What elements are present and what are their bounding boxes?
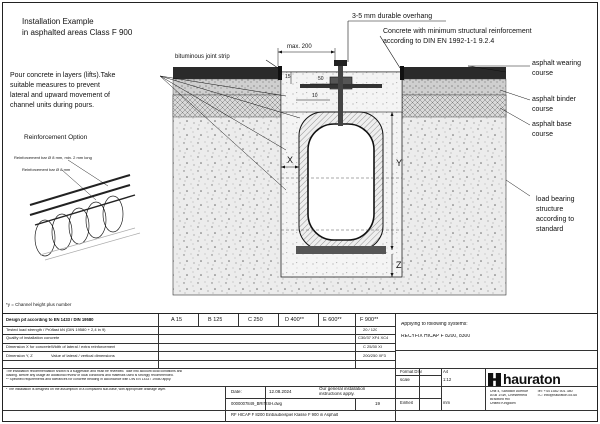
dim-50: 50: [318, 76, 324, 82]
pour-note-4: channel units during pours.: [10, 102, 95, 109]
title-block: [3, 313, 597, 422]
asphalt-binder-right: [402, 79, 506, 95]
overhang-note: 3-5 mm durable overhang: [352, 13, 433, 20]
reinforcement-note-1: Concrete with minimum structural reinforcement: [383, 28, 532, 35]
address-line-1: Unit 4, Sandlich Avenue: [490, 390, 529, 393]
asphalt-wearing-right: [402, 67, 506, 79]
file-title: RF HICAP F 8200 Einbaubeispiel Klasse F 900 in Asphalt: [231, 413, 338, 417]
asphalt-base-right: [402, 95, 506, 117]
layer-subgrade-4: standard: [536, 226, 564, 233]
class-e600: E 600**: [323, 317, 342, 323]
dim-z: Z: [396, 260, 402, 270]
channel-inner: [308, 124, 374, 240]
layer-wearing-1: asphalt wearing: [532, 60, 582, 67]
applying-label: Applying to following systems:: [401, 322, 468, 327]
row4-sublabel: Width of lateral / extra reinforcement: [51, 345, 116, 349]
scale-label: scale: [400, 378, 410, 382]
row4-value: C 25/30 XI: [363, 345, 382, 349]
row5-sublabel: Value of lateral / vertical dimensions: [51, 354, 115, 358]
layer-base-1: asphalt base: [532, 121, 572, 128]
drawing-title: Installation Example: [22, 17, 94, 26]
layer-binder-2: course: [532, 106, 554, 113]
row3-label: Quality of installation concrete: [6, 336, 60, 340]
layer-subgrade-1: load bearing: [536, 196, 575, 203]
row5-value: 200/250 XF3: [363, 354, 386, 358]
asphalt-base-left: [173, 95, 281, 117]
pour-note-1: Pour concrete in layers (lifts).Take: [10, 72, 116, 79]
dim-y: Y: [396, 158, 403, 168]
address-line-2: ASB 1SW, Chesterfield: [490, 394, 527, 397]
layer-binder-1: asphalt binder: [532, 96, 576, 103]
dim-15: 15: [285, 74, 291, 80]
email: TC: info@hauraton.co.uk: [537, 394, 578, 397]
class-d400: D 400**: [285, 317, 304, 323]
pour-note-3: lateral and upward movement of: [10, 92, 110, 99]
class-a15: A 15: [171, 317, 183, 323]
pour-note-2: suitable measures to prevent: [10, 82, 100, 89]
drawing-number: 0000007849_BRITISH.dwg: [231, 402, 282, 406]
dim-max-200: max. 200: [287, 44, 312, 50]
asphalt-wearing-left: [173, 67, 281, 79]
note-line-3: ** Specified requirements and tolerances for concrete bedding in accordance with DIN EN 1433 / 19580 apply.: [6, 378, 172, 381]
unit-value: mm: [443, 401, 450, 405]
address-line-3: Bradford Hill: [490, 398, 510, 401]
dim-10: 10: [312, 93, 318, 99]
reinforcement-option-title: Reinforcement Option: [24, 134, 88, 141]
bolt: [338, 62, 343, 126]
layer-subgrade-3: according to: [536, 216, 575, 223]
dim-x: X: [287, 155, 294, 165]
note-line-2: loading. Before any usage an additional review of local conditions and materials used is strongly recommended.: [6, 374, 174, 377]
note-line-1: The installation recommendation shown is a suggestion and must be reviewed. Take into account local conditions and: [6, 370, 183, 373]
logo-text: hauraton: [503, 371, 561, 387]
date-value: 12.08.2024: [269, 390, 292, 394]
date-label: Date:: [231, 390, 242, 394]
format-value: A4: [443, 370, 449, 374]
layer-subgrade-2: structure: [536, 206, 564, 213]
drawing-subtitle: in asphalted areas Class F 900: [22, 28, 133, 37]
joint-strip-label: bituminous joint strip: [175, 54, 230, 60]
note-line-4: * The installation is designed on the assumption of a compacted sub-base, with appropriate drainage layer.: [6, 388, 166, 391]
hauraton-logo: [488, 372, 594, 388]
address-line-4: United Kingdom: [490, 402, 516, 405]
row5-label: Dimension Y, Z: [6, 354, 33, 358]
info-note-1: Our general installation: [319, 387, 366, 391]
class-b125: B 125: [208, 317, 223, 323]
reinforcement-cage: [30, 160, 140, 260]
rebar-ring-label: Reinforcement bar Ø 8 mm: [22, 167, 71, 172]
class-c250: C 250: [248, 317, 263, 323]
unit-label: Einheit: [400, 401, 413, 405]
layer-wearing-2: course: [532, 70, 554, 77]
row4-label: Dimension X for concrete: [6, 345, 51, 349]
class-f900: F 900**: [360, 317, 379, 323]
footnote: *y = Channel height plus number: [6, 302, 72, 307]
sheet-number: 19: [375, 402, 381, 406]
row2-label: Tested load strength / Prüflast kN (DIN 19580 + 2,4 in 9): [6, 328, 106, 332]
bolt-head: [334, 60, 347, 66]
scale-value: 1:12: [443, 378, 452, 382]
info-note-2: instructions apply.: [319, 392, 355, 396]
row2-value: 20 / 120: [363, 328, 378, 332]
system-name: RECYFIX HICAP F 8200, 8300: [401, 334, 471, 339]
joint-strip-right: [400, 66, 404, 80]
reinforcement-note-2: according to DIN EN 1992-1-1 9.2.4: [383, 38, 495, 45]
format-label: Format DIN: [400, 370, 422, 374]
logo-mark-icon: [488, 373, 501, 386]
layer-base-2: course: [532, 131, 554, 138]
row3-value: C30/37 XF4 XC4: [358, 336, 389, 340]
tel: Tel: +44 1582 501 380: [537, 390, 573, 393]
class-header: Design pit according to EN 1433 / DIN 19580: [6, 318, 94, 322]
rebar-long-label: Reinforcement bar Ø 8 mm, min. 2 mm long: [14, 155, 92, 160]
channel-foot: [296, 246, 386, 254]
